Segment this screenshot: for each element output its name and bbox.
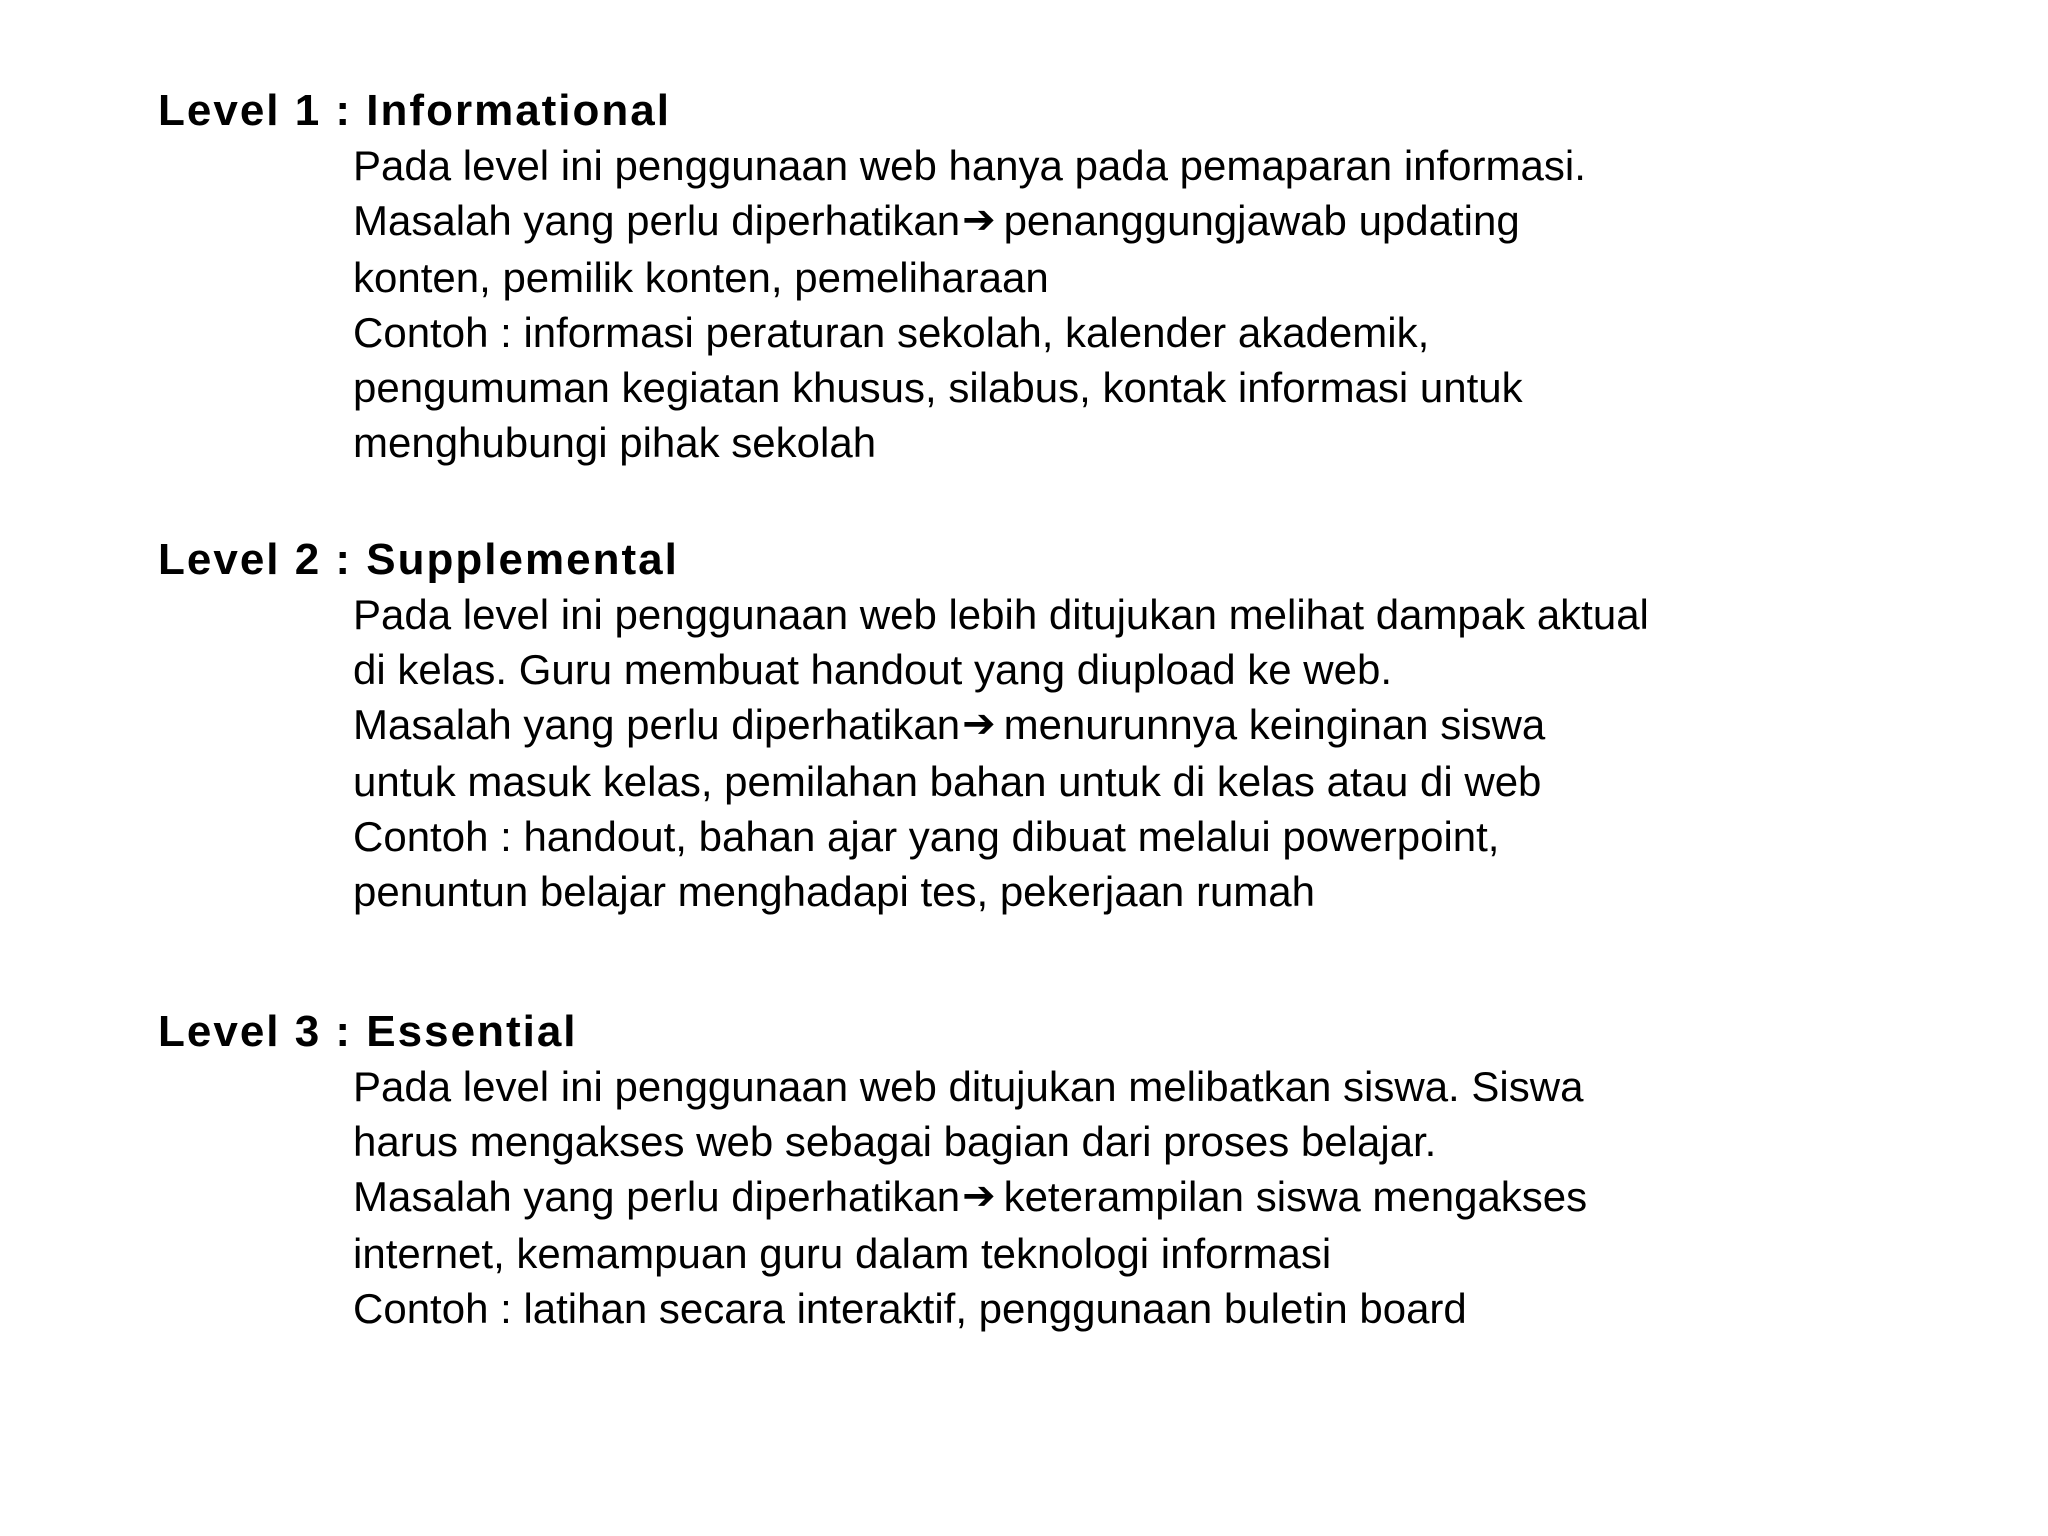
level-1-example-line: pengumuman kegiatan khusus, silabus, kontak informasi untuk [353,364,1523,411]
level-2-section [158,533,1858,919]
issue-prefix: Masalah yang perlu diperhatikan [353,197,961,244]
level-2-description-line: Pada level ini penggunaan web lebih ditujukan melihat dampak aktual [353,591,1649,638]
level-3-example-line: Contoh : latihan secara interaktif, penggunaan buletin board [353,1285,1467,1332]
issue-text: keterampilan siswa mengakses [1003,1173,1588,1220]
level-3-body [353,1059,1873,1336]
level-3-description-line: Pada level ini penggunaan web ditujukan melibatkan siswa. Siswa [353,1063,1584,1110]
right-arrow-icon: ➔ [962,701,996,747]
level-3-issue-line [353,1169,1873,1226]
level-2-issue-continuation: untuk masuk kelas, pemilahan bahan untuk di kelas atau di web [353,758,1542,805]
level-2-heading: Level 2 : Supplemental [158,535,679,584]
level-2-example-line: Contoh : handout, bahan ajar yang dibuat melalui powerpoint, [353,813,1500,860]
level-1-body [353,138,1873,470]
level-1-example-line: menghubungi pihak sekolah [353,419,877,466]
level-1-issue-line [353,193,1873,250]
issue-prefix: Masalah yang perlu diperhatikan [353,1173,961,1220]
level-3-issue-continuation: internet, kemampuan guru dalam teknologi informasi [353,1230,1332,1277]
level-3-heading: Level 3 : Essential [158,1007,578,1056]
level-3-section [158,1005,1858,1336]
issue-text: penanggungjawab updating [1003,197,1520,244]
level-2-description-line: di kelas. Guru membuat handout yang diupload ke web. [353,646,1392,693]
level-3-description-line: harus mengakses web sebagai bagian dari proses belajar. [353,1118,1437,1165]
issue-text: menurunnya keinginan siswa [1003,701,1546,748]
right-arrow-icon: ➔ [962,1173,996,1219]
level-1-heading: Level 1 : Informational [158,86,671,135]
level-2-example-line: penuntun belajar menghadapi tes, pekerjaan rumah [353,868,1316,915]
level-1-issue-continuation: konten, pemilik konten, pemeliharaan [353,254,1049,301]
level-2-body [353,587,1873,919]
level-2-issue-line [353,697,1873,754]
issue-prefix: Masalah yang perlu diperhatikan [353,701,961,748]
level-1-section [158,84,1858,470]
level-1-example-line: Contoh : informasi peraturan sekolah, kalender akademik, [353,309,1430,356]
right-arrow-icon: ➔ [962,197,996,243]
level-1-description-line: Pada level ini penggunaan web hanya pada pemaparan informasi. [353,142,1586,189]
